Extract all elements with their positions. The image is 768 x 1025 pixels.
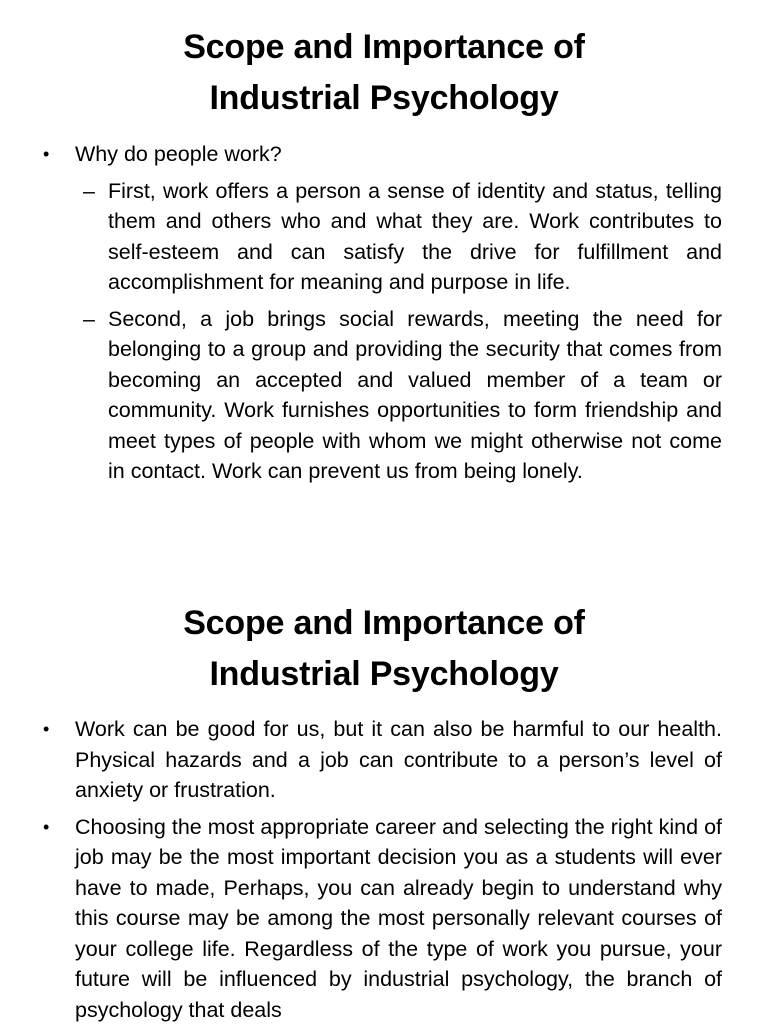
bullet-list: [0, 714, 768, 1025]
bullet-text: Work can be good for us, but it can also be harmful to our health. Physical hazards and a job can contribute to a person’s level of anxiety or frustration.: [75, 717, 722, 802]
sub-bullet-list: [75, 176, 722, 487]
bullet-dot-icon: •: [43, 139, 49, 170]
slide-title: [0, 22, 768, 124]
dash-icon: –: [83, 304, 95, 335]
bullet-text: Why do people work?: [75, 142, 282, 166]
slide-title-line-2: Industrial Psychology: [209, 655, 558, 693]
bullet-item: [0, 812, 768, 1025]
sub-bullet-text: First, work offers a person a sense of identity and status, telling them and others who and what they are. Work contributes to self-esteem and can satisfy the drive for fulfillment and accomplishment for meaning and purpose in life.: [108, 179, 722, 295]
sub-bullet-item: [74, 176, 722, 298]
slide-title-line-1: Scope and Importance of: [183, 604, 585, 642]
sub-bullet-text: Second, a job brings social rewards, meeting the need for belonging to a group and providing the security that comes from becoming an accepted and valued member of a team or community. Work furnishes opportunities to form friendship and meet types of people with whom we might otherwise not come in contact. Work can prevent us from being lonely.: [108, 307, 722, 484]
bullet-text: Choosing the most appropriate career and selecting the right kind of job may be the most important decision you as a students will ever have to made, Perhaps, you can already begin to understand why this course may be among the most personally relevant courses of your college life. Regardless of the type of work you pursue, your future will be influenced by industrial psychology, the branch of psychology that deals: [75, 815, 722, 1022]
bullet-dot-icon: •: [43, 812, 49, 843]
slide-title-line-2: Industrial Psychology: [209, 79, 558, 117]
bullet-item: [0, 139, 768, 487]
bullet-list: [0, 139, 768, 487]
bullet-dot-icon: •: [43, 714, 49, 745]
slide-title-line-1: Scope and Importance of: [183, 28, 585, 66]
slide-title: [0, 598, 768, 700]
sub-bullet-item: [74, 304, 722, 487]
bullet-item: [0, 714, 768, 806]
dash-icon: –: [83, 176, 95, 207]
slide-2: [0, 578, 768, 1024]
